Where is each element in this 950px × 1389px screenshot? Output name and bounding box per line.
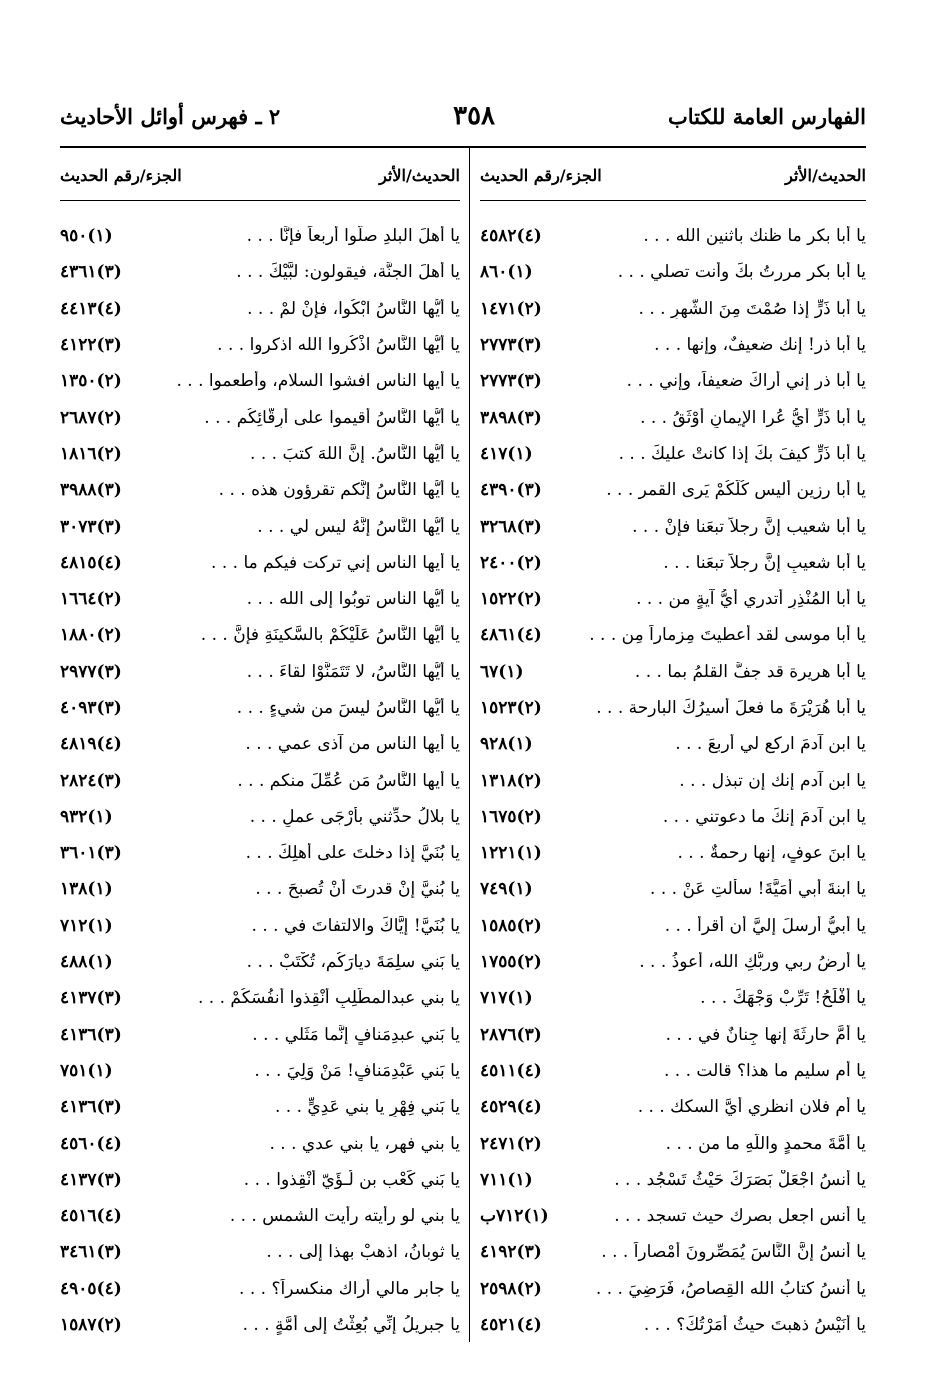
hadith-opening-text: يا أيُّها النَّاسُ، لا تَتَمَنَّوْا لقاءَ . . . bbox=[246, 661, 460, 682]
volume-hadith-number: (١)١٢٢١ bbox=[480, 843, 542, 864]
hadith-opening-text: يا ثوبانُ، اذهبْ بهذا إلى . . . bbox=[266, 1242, 460, 1263]
hadith-opening-text: يا أبا ذَرٍّ كيفَ بكَ إذا كانتْ عليكَ . . . bbox=[618, 443, 866, 464]
header-rule bbox=[60, 146, 866, 148]
index-entries bbox=[60, 218, 460, 1343]
index-entry bbox=[60, 1017, 460, 1053]
volume-hadith-number: (٤)٤٥٢٩ bbox=[480, 1097, 542, 1118]
column-divider bbox=[469, 146, 470, 1342]
hadith-opening-text: يا أبا ذر! إنك ضعيفٌ، وإنها . . . bbox=[654, 335, 866, 356]
index-entry bbox=[480, 944, 866, 980]
volume-hadith-number: (١)٩٥٠ bbox=[60, 226, 113, 247]
index-column-left bbox=[60, 156, 460, 1343]
hadith-opening-text: يا أبا هريرة قد جفَّ القلمُ بما . . . bbox=[634, 661, 866, 682]
hadith-opening-text: يا أبا شعيبِ إنَّ رجلاً تبعَنا . . . bbox=[663, 552, 866, 573]
volume-hadith-number: (٣)٤٣٦١ bbox=[60, 262, 122, 283]
index-entry bbox=[60, 944, 460, 980]
index-entry bbox=[480, 218, 866, 254]
index-entry bbox=[480, 254, 866, 290]
volume-hadith-number: (٢)١٧٥٥ bbox=[480, 952, 542, 973]
volume-hadith-number: (٢)١٥٨٧ bbox=[60, 1315, 122, 1336]
hadith-opening-text: يا أبا رزين أليس كُلُّكُمْ يَرى القمر . . . bbox=[606, 480, 866, 501]
page-number: ٣٥٨ bbox=[453, 101, 496, 131]
index-entry bbox=[480, 508, 866, 544]
index-entry bbox=[480, 1017, 866, 1053]
hadith-opening-text: يا بني عبدالمطَّلِبِ أنْقِذوا أنفُسَكُمْ . . . bbox=[197, 988, 460, 1009]
volume-hadith-number: (١)٧١٢ bbox=[60, 915, 113, 936]
index-entry bbox=[480, 726, 866, 762]
hadith-opening-text: يا بني لو رأيته رأيت الشمس . . . bbox=[229, 1206, 460, 1227]
hadith-opening-text: يا أيُّها النَّاسُ ابْكُوا، فإنْ لمْ . . . bbox=[247, 298, 460, 319]
volume-hadith-number: (١)٩٣٢ bbox=[60, 806, 113, 827]
hadith-opening-text: يا أرضُ ربي وربُّكِ الله، أعوذُ . . . bbox=[639, 952, 866, 973]
volume-hadith-number: (١)٤١٧ bbox=[480, 443, 533, 464]
index-entry bbox=[60, 472, 460, 508]
column-header-ref: الجزء/رقم الحديث bbox=[60, 165, 182, 185]
index-entry bbox=[60, 436, 460, 472]
index-entry bbox=[480, 871, 866, 907]
volume-hadith-number: (٢)١٣٥٠ bbox=[60, 371, 122, 392]
hadith-opening-text: يا أبا شعيب إنَّ رجلاً تبعَنا فإنْ . . . bbox=[632, 516, 866, 537]
index-entries bbox=[480, 218, 866, 1343]
index-entry bbox=[60, 835, 460, 871]
index-entry bbox=[480, 690, 866, 726]
hadith-opening-text: يا أبا موسى لقد أعطيتَ مِزماراً مِن . . . bbox=[589, 625, 866, 646]
volume-hadith-number: (٤)٤٨١٥ bbox=[60, 552, 122, 573]
volume-hadith-number: (٤)٤٤١٣ bbox=[60, 298, 122, 319]
hadith-opening-text: يا أُبيُّ أُرسلَ إليَّ أن أقرأ . . . bbox=[664, 915, 866, 936]
volume-hadith-number: (١)٧٥١ bbox=[60, 1060, 113, 1081]
volume-hadith-number: (٢)١٤٧١ bbox=[480, 298, 542, 319]
volume-hadith-number: (١)٧١٢ب bbox=[480, 1206, 549, 1227]
hadith-opening-text: يا أيها الناس إني تركت فيكم ما . . . bbox=[211, 552, 460, 573]
running-title-right: الفهارس العامة للكتاب bbox=[667, 103, 866, 129]
volume-hadith-number: (١)٧١٧ bbox=[480, 988, 533, 1009]
hadith-opening-text: يا أبا بكر ما ظنك باثنين الله . . . bbox=[643, 226, 866, 247]
hadith-opening-text: يا أيُّها النَّاسُ عَلَيْكُمْ بالسَّكينَةِ فإنَّ . . . bbox=[200, 625, 460, 646]
index-entry bbox=[60, 980, 460, 1016]
index-entry bbox=[60, 1053, 460, 1089]
volume-hadith-number: (٣)٤٠٩٣ bbox=[60, 698, 122, 718]
index-entry bbox=[480, 1089, 866, 1125]
index-entry bbox=[60, 1198, 460, 1234]
column-header-ref: الجزء/رقم الحديث bbox=[480, 165, 602, 185]
index-entry bbox=[480, 1162, 866, 1198]
column-header-rule bbox=[60, 200, 460, 201]
index-entry bbox=[480, 363, 866, 399]
index-column-right bbox=[480, 156, 866, 1343]
volume-hadith-number: (١)٧١١ bbox=[480, 1169, 533, 1190]
hadith-opening-text: يا بني فهر، يا بني عدي . . . bbox=[269, 1133, 460, 1154]
volume-hadith-number: (٣)٣٤٦١ bbox=[60, 1242, 122, 1263]
hadith-opening-text: يا أهلَ الجنَّة، فيقولون: لبَّيْكَ . . . bbox=[236, 262, 460, 283]
column-header-hadith: الحديث/الأثر bbox=[785, 165, 866, 185]
volume-hadith-number: (٢)١٥٨٥ bbox=[480, 915, 542, 936]
volume-hadith-number: (٤)٤٥١١ bbox=[480, 1060, 542, 1081]
index-entry bbox=[60, 327, 460, 363]
index-entry bbox=[480, 545, 866, 581]
volume-hadith-number: (١)٨٦٠ bbox=[480, 262, 533, 283]
hadith-opening-text: يا بلالُ حدِّثني بأرْجَى عملٍ . . . bbox=[249, 806, 460, 827]
column-header bbox=[480, 156, 866, 194]
hadith-opening-text: يا أُنَيْسُ ذهبتَ حيثُ أمَرْتُكَ؟ . . . bbox=[643, 1315, 866, 1336]
volume-hadith-number: (١)١٣٨ bbox=[60, 879, 113, 900]
hadith-opening-text: يا أيها الناس افشوا السلام، وأطعموا . . . bbox=[176, 371, 460, 392]
hadith-opening-text: يا بُنيَّ إنْ قدرتَ أنْ تُصبحَ . . . bbox=[255, 879, 460, 900]
hadith-opening-text: يا أيها النَّاسُ مَن عُمِّلَ منكم . . . bbox=[237, 770, 460, 791]
column-header-hadith: الحديث/الأثر bbox=[379, 165, 460, 185]
hadith-opening-text: يا أبا هُرَيْرَةَ ما فعلَ أسيرُكَ البارحة . . . bbox=[596, 698, 866, 718]
volume-hadith-number: (٢)١٦٦٤ bbox=[60, 589, 122, 610]
volume-hadith-number: (٣)٣٠٧٣ bbox=[60, 516, 122, 537]
volume-hadith-number: (٢)٢٤٠٠ bbox=[480, 552, 542, 573]
hadith-opening-text: يا أم سليم ما هذا؟ قالت . . . bbox=[663, 1060, 866, 1081]
hadith-opening-text: يا ابنَ عوفٍ، إنها رحمةٌ . . . bbox=[677, 843, 866, 864]
hadith-opening-text: يا أيُّها النَّاسُ أقيموا على أَرِقَّائِكُم . . . bbox=[204, 407, 460, 428]
volume-hadith-number: (٣)٤١٩٢ bbox=[480, 1242, 542, 1263]
index-entry bbox=[60, 363, 460, 399]
hadith-opening-text: يا بَني عَبْدِمَنافٍ! مَنْ وَلِيَ . . . bbox=[254, 1060, 460, 1081]
hadith-opening-text: يا أبا ذر إني أراكَ ضعيفاً، وإني . . . bbox=[626, 371, 866, 392]
index-entry bbox=[480, 291, 866, 327]
hadith-opening-text: يا أيُّها الناس توبُوا إلى الله . . . bbox=[246, 589, 460, 610]
hadith-opening-text: يا أنسُ إنَّ النَّاسَ يُمَصِّرونَ أمْصاراً . . . bbox=[601, 1242, 866, 1263]
volume-hadith-number: (٣)٤٣٩٠ bbox=[480, 480, 542, 501]
index-entry bbox=[480, 835, 866, 871]
volume-hadith-number: (٤)٤٥٨٢ bbox=[480, 226, 542, 247]
volume-hadith-number: (٣)٣٩٨٨ bbox=[60, 480, 122, 501]
index-entry bbox=[60, 726, 460, 762]
page-header bbox=[60, 96, 866, 136]
volume-hadith-number: (١)٦٧ bbox=[480, 661, 524, 682]
volume-hadith-number: (٢)٢٦٨٧ bbox=[60, 407, 122, 428]
hadith-opening-text: يا بَني عبدِمَنافٍ إنَّما مَثَلي . . . bbox=[252, 1024, 460, 1045]
hadith-opening-text: يا بَني فِهْرٍ يا بني عَدِيٍّ . . . bbox=[274, 1097, 460, 1118]
volume-hadith-number: (٣)٢٧٧٣ bbox=[480, 371, 542, 392]
volume-hadith-number: (٢)٢٥٩٨ bbox=[480, 1278, 542, 1299]
hadith-opening-text: يا ابن آدم إنك إن تبذل . . . bbox=[679, 770, 866, 791]
volume-hadith-number: (١)٤٨٨ bbox=[60, 952, 113, 973]
index-entry bbox=[60, 908, 460, 944]
hadith-opening-text: يا بَني كَعْب بن لُـؤَيّ أَنْقِذوا . . . bbox=[243, 1169, 460, 1190]
hadith-opening-text: يا أُمَّةَ محمدٍ واللّهِ ما من . . . bbox=[665, 1133, 866, 1154]
index-entry bbox=[480, 436, 866, 472]
hadith-opening-text: يا أيها الناس من آذى عمي . . . bbox=[245, 734, 460, 755]
volume-hadith-number: (٣)٣٦٠١ bbox=[60, 843, 122, 864]
index-entry bbox=[60, 799, 460, 835]
index-entry bbox=[60, 1271, 460, 1307]
index-entry bbox=[480, 980, 866, 1016]
volume-hadith-number: (٤)٤٥٦٠ bbox=[60, 1133, 122, 1154]
volume-hadith-number: (٣)٤١٣٧ bbox=[60, 1169, 122, 1190]
index-entry bbox=[60, 218, 460, 254]
volume-hadith-number: (٤)٤٥٢١ bbox=[480, 1315, 542, 1336]
index-entry bbox=[60, 1234, 460, 1270]
index-entry bbox=[60, 617, 460, 653]
index-entry bbox=[60, 1307, 460, 1343]
volume-hadith-number: (٢)١٨٨٠ bbox=[60, 625, 122, 646]
hadith-opening-text: يا ابن آدمَ إنكَ ما دعوتني . . . bbox=[662, 806, 866, 827]
volume-hadith-number: (٣)٤١٣٦ bbox=[60, 1024, 122, 1045]
index-entry bbox=[480, 399, 866, 435]
hadith-opening-text: يا أبا بكر مررتُ بكَ وأنت تصلي . . . bbox=[617, 262, 866, 283]
volume-hadith-number: (٣)٢٨٧٦ bbox=[480, 1024, 542, 1045]
volume-hadith-number: (٣)٢٨٢٤ bbox=[60, 770, 122, 791]
index-entry bbox=[60, 1125, 460, 1161]
index-entry bbox=[480, 1198, 866, 1234]
index-entry bbox=[60, 654, 460, 690]
index-entry bbox=[480, 1271, 866, 1307]
volume-hadith-number: (٣)٣٢٦٨ bbox=[480, 516, 542, 537]
volume-hadith-number: (١)٩٢٨ bbox=[480, 734, 533, 755]
index-entry bbox=[480, 762, 866, 798]
volume-hadith-number: (٤)٤٨٦١ bbox=[480, 625, 542, 646]
index-entry bbox=[60, 545, 460, 581]
running-title-left: ٢ ـ فهرس أوائل الأحاديث bbox=[60, 103, 281, 129]
hadith-opening-text: يا أبا المُنْذِرِ أتدري أيُّ آيةٍ من . . . bbox=[636, 589, 866, 610]
volume-hadith-number: (٣)٤١٣٦ bbox=[60, 1097, 122, 1118]
index-entry bbox=[480, 908, 866, 944]
volume-hadith-number: (٤)٤٥١٦ bbox=[60, 1206, 122, 1227]
column-header-rule bbox=[480, 200, 866, 201]
index-entry bbox=[480, 1125, 866, 1161]
index-entry bbox=[480, 799, 866, 835]
hadith-opening-text: يا أم فلان انظري أيَّ السكك . . . bbox=[637, 1097, 866, 1118]
hadith-opening-text: يا بَني سلِمَةَ ديارَكُم، تُكْتَبْ . . . bbox=[246, 952, 460, 973]
hadith-opening-text: يا أبا ذَرٍّ إذا صُمْتَ مِنَ الشَّهرِ . . . bbox=[638, 298, 866, 319]
hadith-opening-text: يا أنسُ كتابُ الله القِصاصُ، فَرَضِيَ . . . bbox=[595, 1278, 866, 1299]
index-entry bbox=[480, 1053, 866, 1089]
volume-hadith-number: (٣)٤١٣٧ bbox=[60, 988, 122, 1009]
volume-hadith-number: (٢)١٥٢٣ bbox=[480, 698, 542, 718]
index-entry bbox=[60, 254, 460, 290]
hadith-opening-text: يا أُمَّ حارثَةَ إنها جِنانٌ في . . . bbox=[665, 1024, 866, 1045]
hadith-opening-text: يا أيُّها النَّاسُ ليسَ من شيءٍ . . . bbox=[236, 698, 460, 718]
index-entry bbox=[60, 1162, 460, 1198]
column-header bbox=[60, 156, 460, 194]
volume-hadith-number: (٣)٢٩٧٧ bbox=[60, 661, 122, 682]
index-entry bbox=[60, 399, 460, 435]
index-entry bbox=[480, 1307, 866, 1343]
index-entry bbox=[480, 472, 866, 508]
volume-hadith-number: (١)٧٤٩ bbox=[480, 879, 533, 900]
hadith-opening-text: يا أَنسُ اجْعَلْ بَصَرَكَ حَيْثُ تَسْجُد . . . bbox=[614, 1169, 866, 1190]
volume-hadith-number: (٣)٣٨٩٨ bbox=[480, 407, 542, 428]
hadith-opening-text: يا جابر مالي أراك منكسراً؟ . . . bbox=[239, 1278, 460, 1299]
index-entry bbox=[60, 762, 460, 798]
index-entry bbox=[480, 654, 866, 690]
index-entry bbox=[60, 508, 460, 544]
hadith-opening-text: يا أبا ذَرٍّ أيُّ عُرا الإيمانِ أَوْثَقُ . . . bbox=[640, 407, 866, 428]
hadith-opening-text: يا ابنةَ أبي أُمَيَّةَ! سألتِ عَنْ . . . bbox=[650, 879, 866, 900]
index-entry bbox=[480, 327, 866, 363]
hadith-opening-text: يا بُنَيَّ إذا دخلتَ على أهلِكَ . . . bbox=[245, 843, 460, 864]
index-entry bbox=[60, 581, 460, 617]
volume-hadith-number: (٤)٤٨١٩ bbox=[60, 734, 122, 755]
hadith-opening-text: يا أيُّها النَّاسُ. إنَّ اللهَ كتبَ . . . bbox=[250, 443, 460, 464]
hadith-opening-text: يا أهلَ البلدِ صلُّوا أربعاً فإنَّا . . . bbox=[246, 226, 460, 247]
volume-hadith-number: (٢)١٦٧٥ bbox=[480, 806, 542, 827]
hadith-opening-text: يا أيُّها النَّاسُ اذْكُروا الله اذكروا . . . bbox=[217, 335, 460, 356]
hadith-opening-text: يا ابن آدمَ اركع لي أربعَ . . . bbox=[675, 734, 866, 755]
hadith-opening-text: يا أيُّها النَّاسُ إنَّهُ ليس لي . . . bbox=[257, 516, 460, 537]
index-entry bbox=[60, 690, 460, 726]
index-entry bbox=[60, 291, 460, 327]
index-entry bbox=[60, 1089, 460, 1125]
volume-hadith-number: (٢)١٥٢٢ bbox=[480, 589, 542, 610]
volume-hadith-number: (٣)٤١٢٢ bbox=[60, 335, 122, 356]
index-entry bbox=[480, 581, 866, 617]
index-entry bbox=[480, 617, 866, 653]
hadith-opening-text: يا أَفْلَحُ! تَرِّبْ وَجْهَكَ . . . bbox=[700, 988, 866, 1009]
volume-hadith-number: (٣)٢٧٧٣ bbox=[480, 335, 542, 356]
hadith-opening-text: يا أيُّها النَّاسُ إنَّكم تقرؤون هذه . . . bbox=[218, 480, 460, 501]
volume-hadith-number: (٢)٢٤٧١ bbox=[480, 1133, 542, 1154]
hadith-opening-text: يا بُنَيَّ! إيَّاكَ والالتفاتَ في . . . bbox=[251, 915, 460, 936]
index-entry bbox=[480, 1234, 866, 1270]
index-entry bbox=[60, 871, 460, 907]
hadith-opening-text: يا أنس اجعل بصرك حيث تسجد . . . bbox=[614, 1206, 866, 1227]
volume-hadith-number: (٤)٤٩٠٥ bbox=[60, 1278, 122, 1299]
volume-hadith-number: (٢)١٨١٦ bbox=[60, 443, 122, 464]
volume-hadith-number: (٢)١٣١٨ bbox=[480, 770, 542, 791]
hadith-opening-text: يا جبريلُ إنِّي بُعِثْتُ إلى أُمَّةٍ . . . bbox=[242, 1315, 460, 1336]
